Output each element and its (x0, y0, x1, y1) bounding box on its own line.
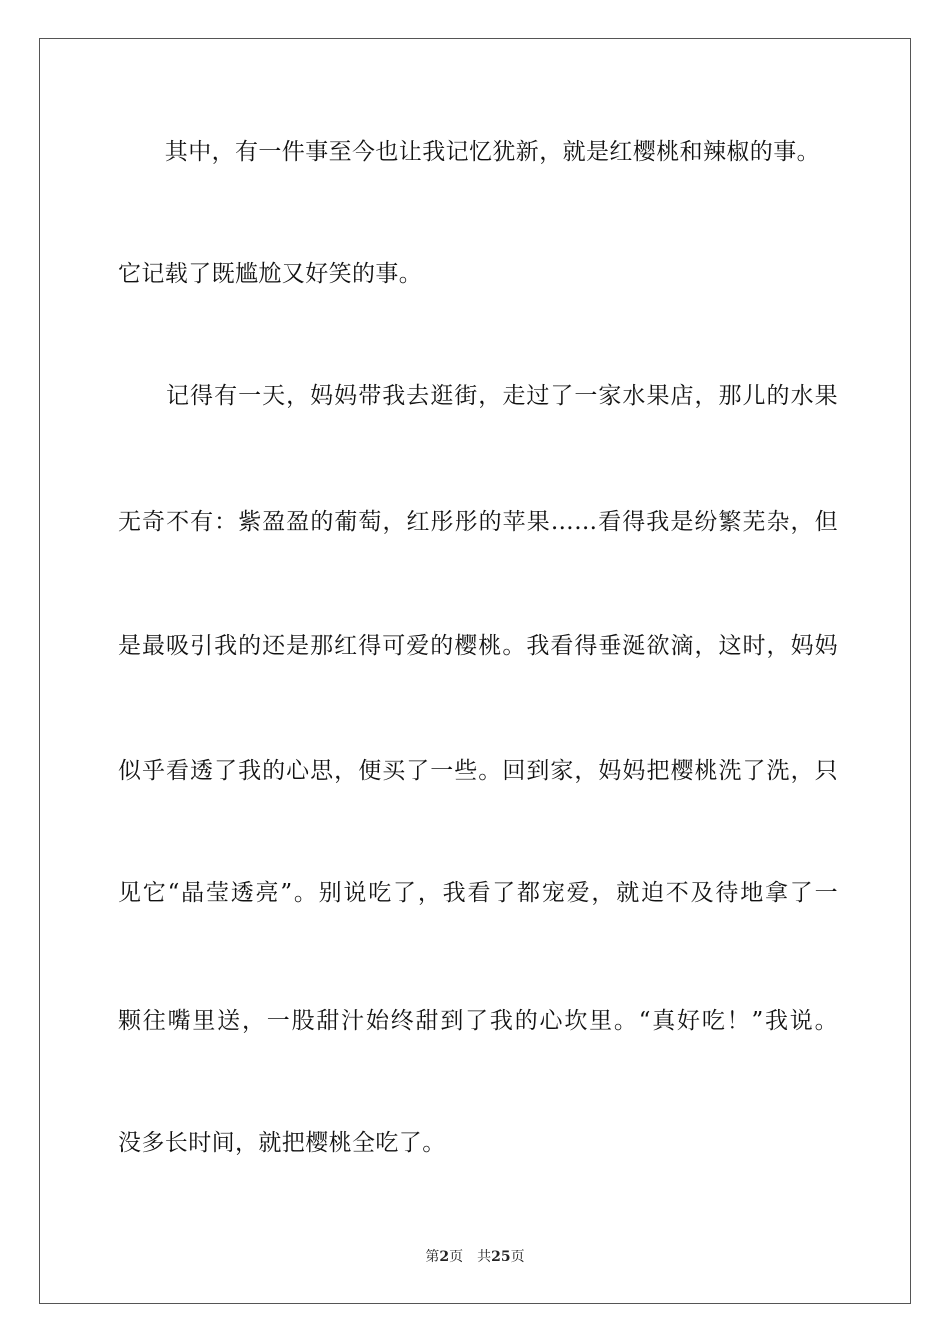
paragraph-1-line-2: 它记载了既尴尬又好笑的事。 (118, 261, 423, 287)
total-suffix: 页 (510, 1249, 525, 1265)
total-prefix: 共 (477, 1249, 492, 1265)
page-footer (0, 1247, 950, 1267)
page-prefix: 第 (425, 1249, 440, 1265)
page-border (39, 38, 911, 1304)
paragraph-2-line-7: 没多长时间，就把樱桃全吃了。 (118, 1130, 446, 1156)
paragraph-2-line-1: 记得有一天，妈妈带我去逛街，走过了一家水果店，那儿的水果 (118, 383, 838, 409)
paragraph-2-line-2: 无奇不有：紫盈盈的葡萄，红彤彤的苹果……看得我是纷繁芜杂，但 (118, 509, 838, 535)
paragraph-2-line-4: 似乎看透了我的心思，便买了一些。回到家，妈妈把樱桃洗了洗，只 (118, 758, 838, 784)
paragraph-2-line-6: 颗往嘴里送，一股甜汁始终甜到了我的心坎里。“真好吃！”我说。 (118, 1008, 838, 1034)
paragraph-1-line-1: 其中，有一件事至今也让我记忆犹新，就是红樱桃和辣椒的事。 (118, 139, 820, 165)
total-pages: 25 (491, 1249, 511, 1265)
paragraph-2-line-5: 见它“晶莹透亮”。别说吃了，我看了都宠爱，就迫不及待地拿了一 (118, 880, 838, 906)
page-number: 2 (439, 1249, 450, 1265)
page-suffix: 页 (449, 1249, 464, 1265)
paragraph-2-line-3: 是最吸引我的还是那红得可爱的樱桃。我看得垂涎欲滴，这时，妈妈 (118, 633, 838, 659)
